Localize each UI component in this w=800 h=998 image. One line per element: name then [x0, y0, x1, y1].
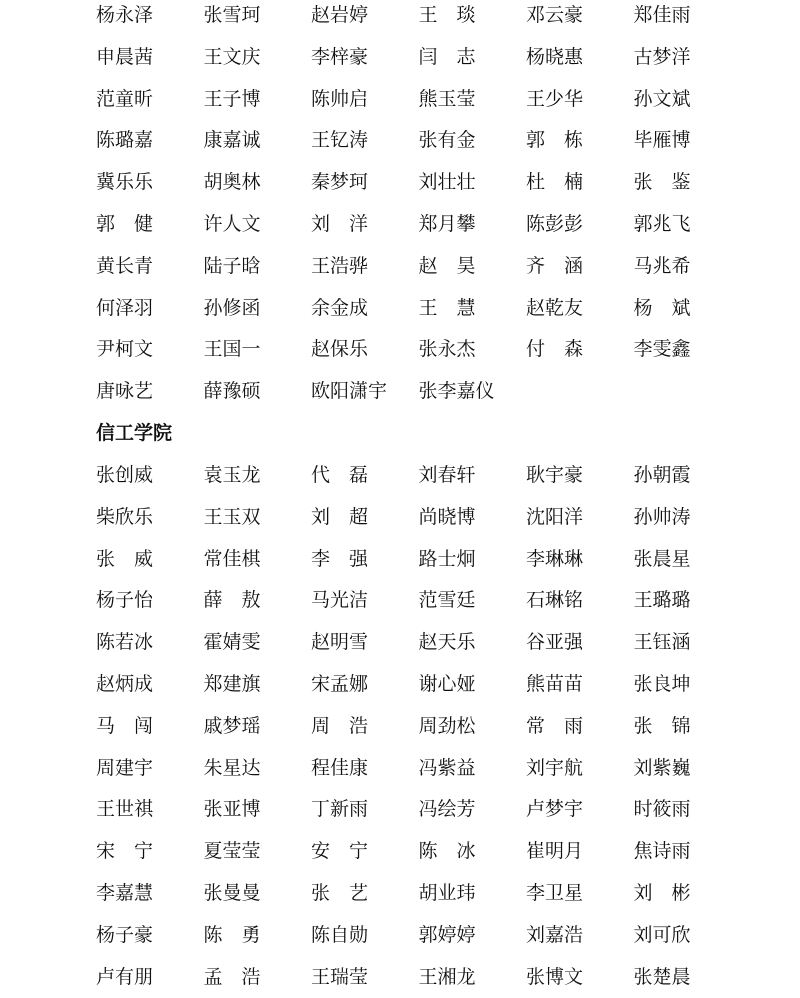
name-cell: 李琳琳 — [526, 547, 584, 570]
name-cell: 冯紫益 — [418, 756, 476, 779]
name-cell: 周建宇 — [96, 756, 154, 779]
name-cell: 郭兆飞 — [633, 212, 691, 235]
name-cell: 周劲松 — [418, 714, 476, 737]
name-row — [96, 915, 736, 957]
name-cell: 刘可欣 — [633, 923, 691, 946]
name-cell: 卢有朋 — [96, 965, 154, 988]
name-cell: 尹柯文 — [96, 338, 154, 361]
name-cell: 赵乾友 — [526, 296, 584, 319]
name-cell: 康嘉诚 — [203, 129, 261, 152]
name-cell: 余金成 — [311, 296, 369, 319]
name-cell: 周 浩 — [311, 714, 369, 737]
name-cell: 刘宇航 — [526, 756, 584, 779]
name-row — [96, 162, 736, 204]
name-cell: 张李嘉仪 — [418, 380, 495, 403]
name-cell: 张曼曼 — [203, 881, 261, 904]
name-row — [96, 706, 736, 748]
name-cell: 赵天乐 — [418, 631, 476, 654]
name-cell: 刘紫巍 — [633, 756, 691, 779]
name-cell: 宋 宁 — [96, 840, 154, 863]
name-row — [96, 622, 736, 664]
name-cell: 熊玉莹 — [418, 87, 476, 110]
name-cell: 柴欣乐 — [96, 505, 154, 528]
name-cell: 程佳康 — [311, 756, 369, 779]
name-cell: 陈彭彭 — [526, 212, 584, 235]
name-cell: 张 艺 — [311, 881, 369, 904]
name-cell: 毕雁博 — [633, 129, 691, 152]
name-cell: 欧阳潇宇 — [311, 380, 388, 403]
name-cell: 王子博 — [203, 87, 261, 110]
name-row — [96, 497, 736, 539]
name-cell: 杨永泽 — [96, 4, 154, 26]
name-row — [96, 789, 736, 831]
name-cell: 陈若冰 — [96, 631, 154, 654]
name-cell: 袁玉龙 — [203, 464, 261, 486]
name-cell: 杨 斌 — [633, 296, 691, 319]
name-cell: 张有金 — [418, 129, 476, 152]
name-cell: 陈 勇 — [203, 923, 261, 946]
name-cell: 郭婷婷 — [418, 923, 476, 946]
name-cell: 戚梦瑶 — [203, 714, 261, 737]
name-cell: 王世祺 — [96, 798, 154, 821]
name-cell: 赵 昊 — [418, 254, 476, 277]
name-row — [96, 0, 736, 37]
name-cell: 杨晓惠 — [526, 45, 584, 68]
name-cell: 杨子豪 — [96, 923, 154, 946]
name-cell: 熊苗苗 — [526, 672, 584, 695]
name-cell: 刘 超 — [311, 505, 369, 528]
name-cell: 张博文 — [526, 965, 584, 988]
name-cell: 齐 涵 — [526, 254, 584, 277]
name-cell: 胡奥林 — [203, 171, 261, 194]
name-row — [96, 371, 736, 413]
name-cell: 谢心娅 — [418, 672, 476, 695]
name-cell: 夏莹莹 — [203, 840, 261, 863]
name-cell: 常 雨 — [526, 714, 584, 737]
name-row — [96, 580, 736, 622]
name-cell: 郭 健 — [96, 212, 154, 235]
name-cell: 冯绘芳 — [418, 798, 476, 821]
name-row — [96, 539, 736, 581]
name-cell: 胡业玮 — [418, 881, 476, 904]
name-cell: 赵炳成 — [96, 672, 154, 695]
name-cell: 张良坤 — [633, 672, 691, 695]
name-cell: 耿宇豪 — [526, 464, 584, 486]
name-cell: 秦梦珂 — [311, 171, 369, 194]
name-cell: 赵明雪 — [311, 631, 369, 654]
name-cell: 张 锦 — [633, 714, 691, 737]
name-list-section-2 — [96, 455, 736, 998]
name-cell: 郑佳雨 — [633, 4, 691, 26]
name-cell: 付 森 — [526, 338, 584, 361]
name-cell: 张永杰 — [418, 338, 476, 361]
name-cell: 唐咏艺 — [96, 380, 154, 403]
name-row — [96, 831, 736, 873]
name-cell: 焦诗雨 — [633, 840, 691, 863]
name-cell: 王瑞莹 — [311, 965, 369, 988]
name-cell: 马光洁 — [311, 589, 369, 612]
name-cell: 孟 浩 — [203, 965, 261, 988]
name-cell: 沈阳洋 — [526, 505, 584, 528]
name-cell: 陆子晗 — [203, 254, 261, 277]
name-cell: 郭 栋 — [526, 129, 584, 152]
name-cell: 王璐璐 — [633, 589, 691, 612]
name-cell: 许人文 — [203, 212, 261, 235]
name-cell: 孙文斌 — [633, 87, 691, 110]
name-cell: 王浩骅 — [311, 254, 369, 277]
name-row — [96, 288, 736, 330]
name-cell: 安 宁 — [311, 840, 369, 863]
name-row — [96, 246, 736, 288]
name-row — [96, 79, 736, 121]
name-cell: 张 威 — [96, 547, 154, 570]
name-cell: 闫 志 — [418, 45, 476, 68]
name-cell: 张晨星 — [633, 547, 691, 570]
name-cell: 王国一 — [203, 338, 261, 361]
name-cell: 陈帅启 — [311, 87, 369, 110]
name-row — [96, 748, 736, 790]
name-cell: 冀乐乐 — [96, 171, 154, 194]
name-cell: 薛豫硕 — [203, 380, 261, 403]
name-cell: 张雪珂 — [203, 4, 261, 26]
name-row — [96, 664, 736, 706]
name-cell: 赵岩婷 — [311, 4, 369, 26]
name-cell: 张 鉴 — [633, 171, 691, 194]
name-cell: 王玉双 — [203, 505, 261, 528]
name-cell: 范童昕 — [96, 87, 154, 110]
name-cell: 王湘龙 — [418, 965, 476, 988]
name-cell: 常佳棋 — [203, 547, 261, 570]
section-heading: 信工学院 — [96, 422, 173, 444]
name-cell: 范雪廷 — [418, 589, 476, 612]
name-row — [96, 37, 736, 79]
name-cell: 张亚博 — [203, 798, 261, 821]
name-cell: 杨子怡 — [96, 589, 154, 612]
name-cell: 朱星达 — [203, 756, 261, 779]
name-cell: 尚晓博 — [418, 505, 476, 528]
name-cell: 王 琰 — [418, 4, 476, 26]
name-cell: 孙修函 — [203, 296, 261, 319]
name-cell: 邓云豪 — [526, 4, 584, 26]
name-cell: 王文庆 — [203, 45, 261, 68]
name-cell: 何泽羽 — [96, 296, 154, 319]
name-cell: 杜 楠 — [526, 171, 584, 194]
name-cell: 刘 洋 — [311, 212, 369, 235]
name-cell: 宋孟娜 — [311, 672, 369, 695]
name-cell: 李 强 — [311, 547, 369, 570]
name-cell: 李雯鑫 — [633, 338, 691, 361]
name-cell: 刘壮壮 — [418, 171, 476, 194]
name-cell: 路士炯 — [418, 547, 476, 570]
name-cell: 刘春轩 — [418, 464, 476, 486]
name-cell: 王少华 — [526, 87, 584, 110]
name-cell: 王钇涛 — [311, 129, 369, 152]
name-row — [96, 455, 736, 497]
name-cell: 代 磊 — [311, 464, 369, 486]
name-cell: 黄长青 — [96, 254, 154, 277]
name-cell: 王 慧 — [418, 296, 476, 319]
name-cell: 孙帅涛 — [633, 505, 691, 528]
name-cell: 孙朝霞 — [633, 464, 691, 486]
name-cell: 李梓豪 — [311, 45, 369, 68]
name-cell: 石琳铭 — [526, 589, 584, 612]
name-cell: 郑月攀 — [418, 212, 476, 235]
name-cell: 刘 彬 — [633, 881, 691, 904]
name-cell: 时筱雨 — [633, 798, 691, 821]
name-cell: 崔明月 — [526, 840, 584, 863]
name-row — [96, 204, 736, 246]
name-cell: 张创威 — [96, 464, 154, 486]
name-row — [96, 120, 736, 162]
name-cell: 张楚晨 — [633, 965, 691, 988]
name-cell: 王钰涵 — [633, 631, 691, 654]
name-list-section-1 — [96, 0, 736, 413]
name-row — [96, 873, 736, 915]
name-cell: 申晨茜 — [96, 45, 154, 68]
name-cell: 马兆希 — [633, 254, 691, 277]
name-cell: 郑建旗 — [203, 672, 261, 695]
name-cell: 丁新雨 — [311, 798, 369, 821]
name-cell: 古梦洋 — [633, 45, 691, 68]
name-cell: 陈 冰 — [418, 840, 476, 863]
name-cell: 霍婧雯 — [203, 631, 261, 654]
name-cell: 赵保乐 — [311, 338, 369, 361]
name-row — [96, 957, 736, 998]
name-cell: 李卫星 — [526, 881, 584, 904]
name-row — [96, 329, 736, 371]
name-cell: 李嘉慧 — [96, 881, 154, 904]
name-cell: 陈自勋 — [311, 923, 369, 946]
name-cell: 谷亚强 — [526, 631, 584, 654]
name-cell: 卢梦宇 — [526, 798, 584, 821]
name-cell: 薛 敖 — [203, 589, 261, 612]
name-cell: 刘嘉浩 — [526, 923, 584, 946]
name-cell: 陈璐嘉 — [96, 129, 154, 152]
name-cell: 马 闯 — [96, 714, 154, 737]
